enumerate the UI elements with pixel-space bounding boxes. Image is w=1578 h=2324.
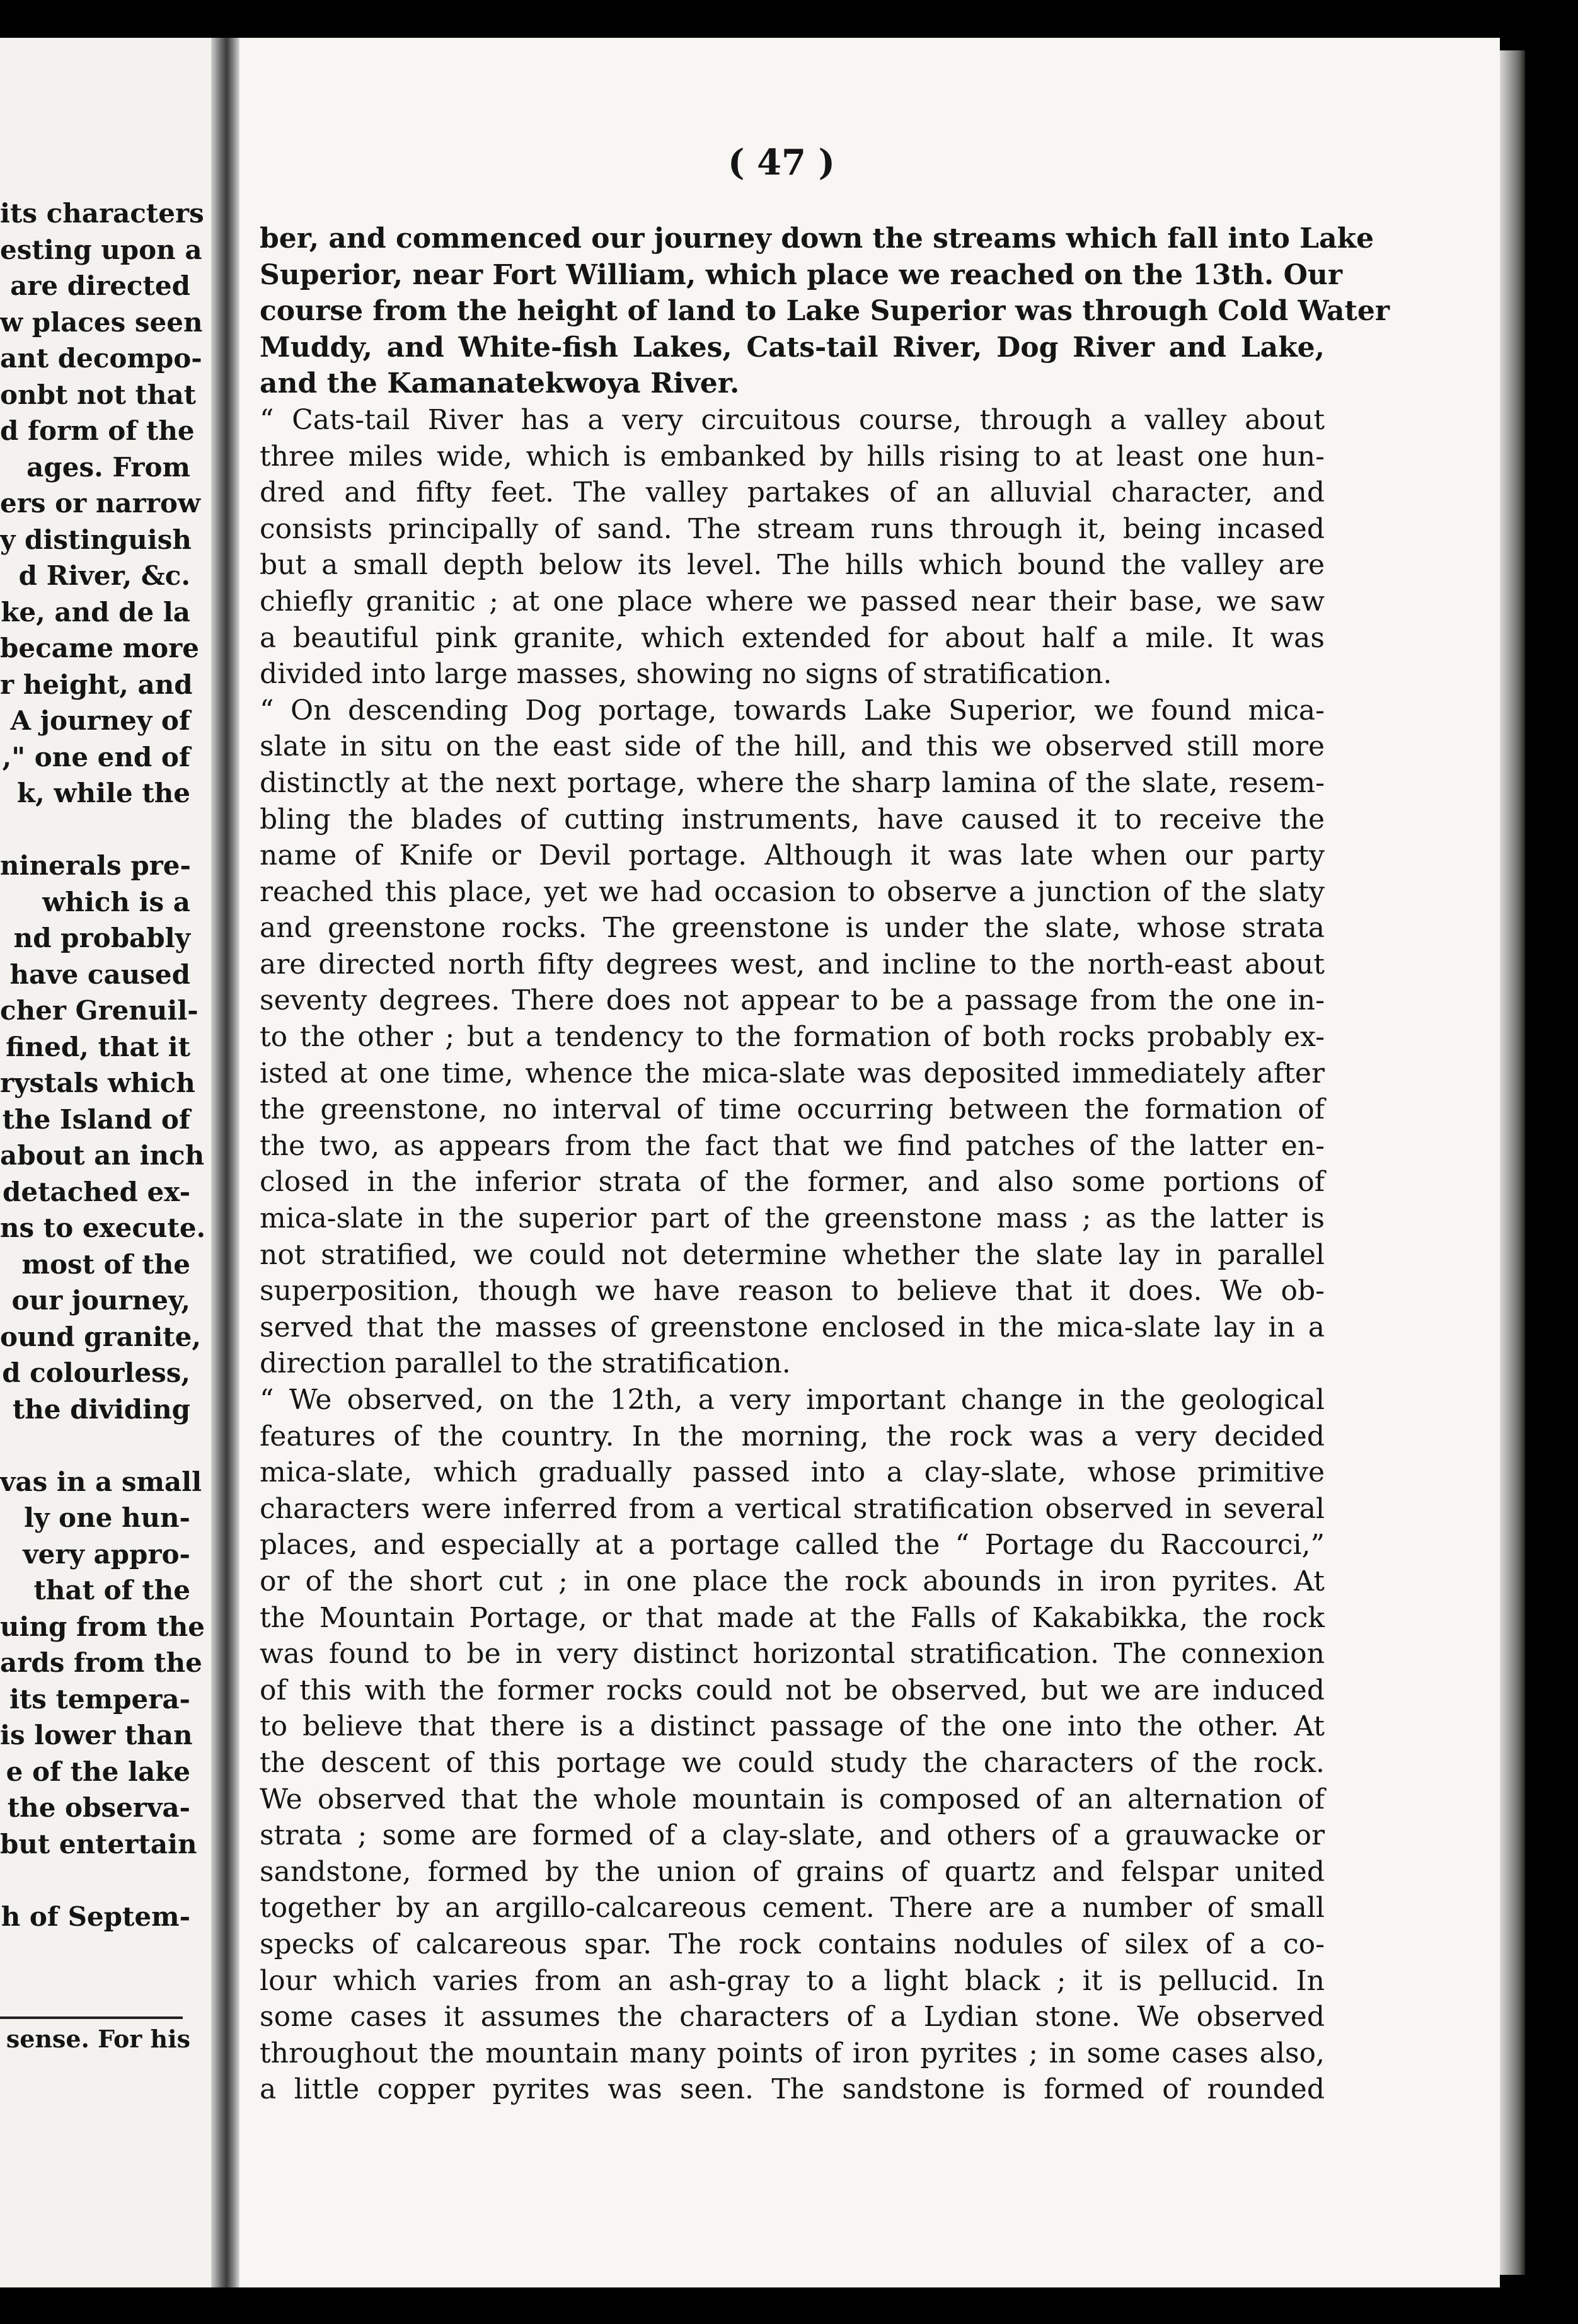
text-line: the two, as appears from the fact that we find patches of the latter en- [260,1129,1325,1162]
facing-page-line: k, while the [17,778,190,808]
text-line: isted at one time, whence the mica-slate was deposited immediately after [260,1057,1325,1090]
text-line: divided into large masses, showing no signs of stratification. [260,658,1112,691]
text-line: mica-slate, which gradually passed into a clay-slate, whose primitive [260,1456,1325,1489]
facing-page-line: ers or narrow [0,488,201,519]
text-line: and the Kamanatekwoya River. [260,367,740,400]
facing-page-line: A journey of [10,705,190,736]
facing-page-footnote: sense. For his [6,2025,190,2053]
text-line: chiefly granitic ; at one place where we passed near their base, we saw [260,585,1325,618]
text-line: mica-slate in the superior part of the greenstone mass ; as the latter is [260,1202,1325,1235]
facing-page-line: onbt not that [0,379,197,410]
facing-page-line: became more [0,633,199,664]
text-line: bling the blades of cutting instruments, have caused it to receive the [260,803,1325,836]
facing-page-line: are directed [10,270,190,301]
facing-page-line: ninerals pre- [0,850,191,881]
text-line: served that the masses of greenstone enclosed in the mica-slate lay in a [260,1311,1325,1343]
facing-page-line: e of the lake [6,1756,190,1787]
text-line: “ On descending Dog portage, towards Lake Superior, we found mica- [260,694,1325,727]
text-line: throughout the mountain many points of iron pyrites ; in some cases also, [260,2037,1325,2069]
facing-page-line: ns to execute. [0,1212,206,1243]
facing-page-line: h of Septem- [1,1901,190,1932]
facing-page-line: rystals which [0,1067,195,1098]
main-body-text [260,221,1390,2108]
text-line: but a small depth below its level. The hills which bound the valley are [260,549,1325,582]
facing-page-line: our journey, [11,1285,190,1316]
text-line: a little copper pyrites was seen. The sandstone is formed of rounded [260,2073,1325,2106]
facing-page-fragment [0,38,211,2287]
text-line: direction parallel to the stratification. [260,1347,791,1380]
facing-page-line: the observa- [7,1792,190,1823]
facing-page-line: y distinguish [0,524,192,555]
text-line: “ We observed, on the 12th, a very important change in the geological [260,1384,1325,1416]
text-line: some cases it assumes the characters of a Lydian stone. We observed [260,2001,1325,2034]
facing-page-line: ards from the [0,1647,202,1678]
facing-page-line: but entertain [0,1828,197,1860]
facing-page-line: very appro- [23,1538,190,1570]
book-gutter [211,38,239,2287]
text-line: or of the short cut ; in one place the rock abounds in iron pyrites. At [260,1565,1325,1597]
facing-page-line: most of the [21,1248,190,1280]
facing-page-line: its characters [0,198,204,229]
facing-page-line: esting upon a [0,234,202,265]
text-line: to believe that there is a distinct passage of the one into the other. At [260,1710,1325,1743]
text-line: dred and fifty feet. The valley partakes of an alluvial character, and [260,476,1325,509]
text-line: closed in the inferior strata of the former, and also some portions of [260,1166,1325,1199]
facing-page-line: that of the [33,1575,190,1606]
facing-page-line: fined, that it [6,1031,190,1062]
facing-page-line: the dividing [12,1393,190,1425]
facing-page-line: vas in a small [0,1466,202,1497]
text-line: the Mountain Portage, or that made at the Falls of Kakabikka, the rock [260,1601,1325,1634]
text-line: superposition, though we have reason to believe that it does. We ob- [260,1275,1325,1308]
facing-page-line: d form of the [0,415,195,446]
text-line: features of the country. In the morning, the rock was a very decided [260,1420,1325,1452]
facing-page-line: nd probably [13,923,190,953]
facing-page-line [0,1427,190,1464]
facing-page-line [0,812,190,848]
footnote-rule [0,2016,183,2019]
text-line: Muddy, and White-fish Lakes, Cats-tail River, Dog River and Lake, [260,331,1325,364]
facing-page-line: ages. From [26,451,190,483]
text-line: together by an argillo-calcareous cement. There are a number of small [260,1892,1325,1924]
text-line: are directed north fifty degrees west, and incline to the north-east about [260,948,1325,981]
text-line: places, and especially at a portage called the “ Portage du Raccourci,” [260,1529,1325,1562]
text-line: specks of calcareous spar. The rock contains nodules of silex of a co- [260,1928,1325,1960]
facing-page-line: detached ex- [3,1176,190,1207]
text-line: We observed that the whole mountain is composed of an alternation of [260,1783,1325,1815]
facing-page-line: ly one hun- [24,1502,190,1533]
page-edge-shadow [1500,50,1525,2275]
text-line: characters were inferred from a vertical stratification observed in several [260,1492,1325,1525]
text-line: “ Cats-tail River has a very circuitous course, through a valley about [260,403,1325,436]
text-line: reached this place, yet we had occasion to observe a junction of the slaty [260,875,1325,908]
text-line: the greenstone, no interval of time occurring between the formation of [260,1093,1325,1126]
text-line: ber, and commenced our journey down the streams which fall into Lake [260,222,1374,255]
text-line: sandstone, formed by the union of grains of quartz and felspar united [260,1855,1325,1888]
text-line: not stratified, we could not determine whether the slate lay in parallel [260,1238,1325,1271]
text-line: three miles wide, which is embanked by hills rising to at least one hun- [260,440,1325,473]
text-line: to the other ; but a tendency to the formation of both rocks probably ex- [260,1021,1325,1054]
facing-page-line: cher Grenuil- [0,995,199,1026]
text-line: slate in situ on the east side of the hill, and this we observed still more [260,730,1325,763]
facing-page-line: uing from the [0,1611,205,1642]
facing-page-line: ant decompo- [0,343,202,374]
facing-page-line: ," one end of [2,741,190,773]
text-line: distinctly at the next portage, where the sharp lamina of the slate, resem- [260,766,1325,799]
facing-page-line: about an inch [0,1140,205,1171]
text-line: course from the height of land to Lake Superior was through Cold Water [260,295,1390,328]
facing-page-line: have caused [9,958,190,990]
text-line: seventy degrees. There does not appear to be a passage from the one in- [260,984,1325,1017]
facing-page-line: its tempera- [9,1683,190,1715]
facing-page-line [0,1862,190,1899]
text-line: was found to be in very distinct horizontal stratification. The connexion [260,1638,1325,1671]
facing-page-text [0,195,206,1935]
text-line: strata ; some are formed of a clay-slate, and others of a grauwacke or [260,1819,1325,1852]
text-line: a beautiful pink granite, which extended for about half a mile. It was [260,621,1325,654]
facing-page-line: is lower than [0,1720,193,1751]
text-line: name of Knife or Devil portage. Although it was late when our party [260,839,1325,872]
text-line: Superior, near Fort William, which place we reached on the 13th. Our [260,258,1343,291]
text-line: of this with the former rocks could not be observed, but we are induced [260,1674,1325,1706]
facing-page-line: w places seen [0,306,203,338]
text-line: lour which varies from an ash-gray to a light black ; it is pellucid. In [260,1964,1325,1997]
text-line: and greenstone rocks. The greenstone is under the slate, whose strata [260,912,1325,945]
facing-page-line: d colourless, [2,1357,190,1388]
facing-page-line: r height, and [0,669,193,700]
facing-page-line: the Island of [2,1103,190,1135]
text-line: consists principally of sand. The stream runs through it, being incased [260,512,1325,545]
facing-page-line: ound granite, [0,1321,202,1352]
text-line: the descent of this portage we could study the characters of the rock. [260,1746,1325,1779]
page-number: ( 47 ) [728,142,835,183]
facing-page-line: which is a [42,886,190,918]
facing-page-line: ke, and de la [1,596,190,628]
facing-page-line: d River, &c. [18,560,190,591]
